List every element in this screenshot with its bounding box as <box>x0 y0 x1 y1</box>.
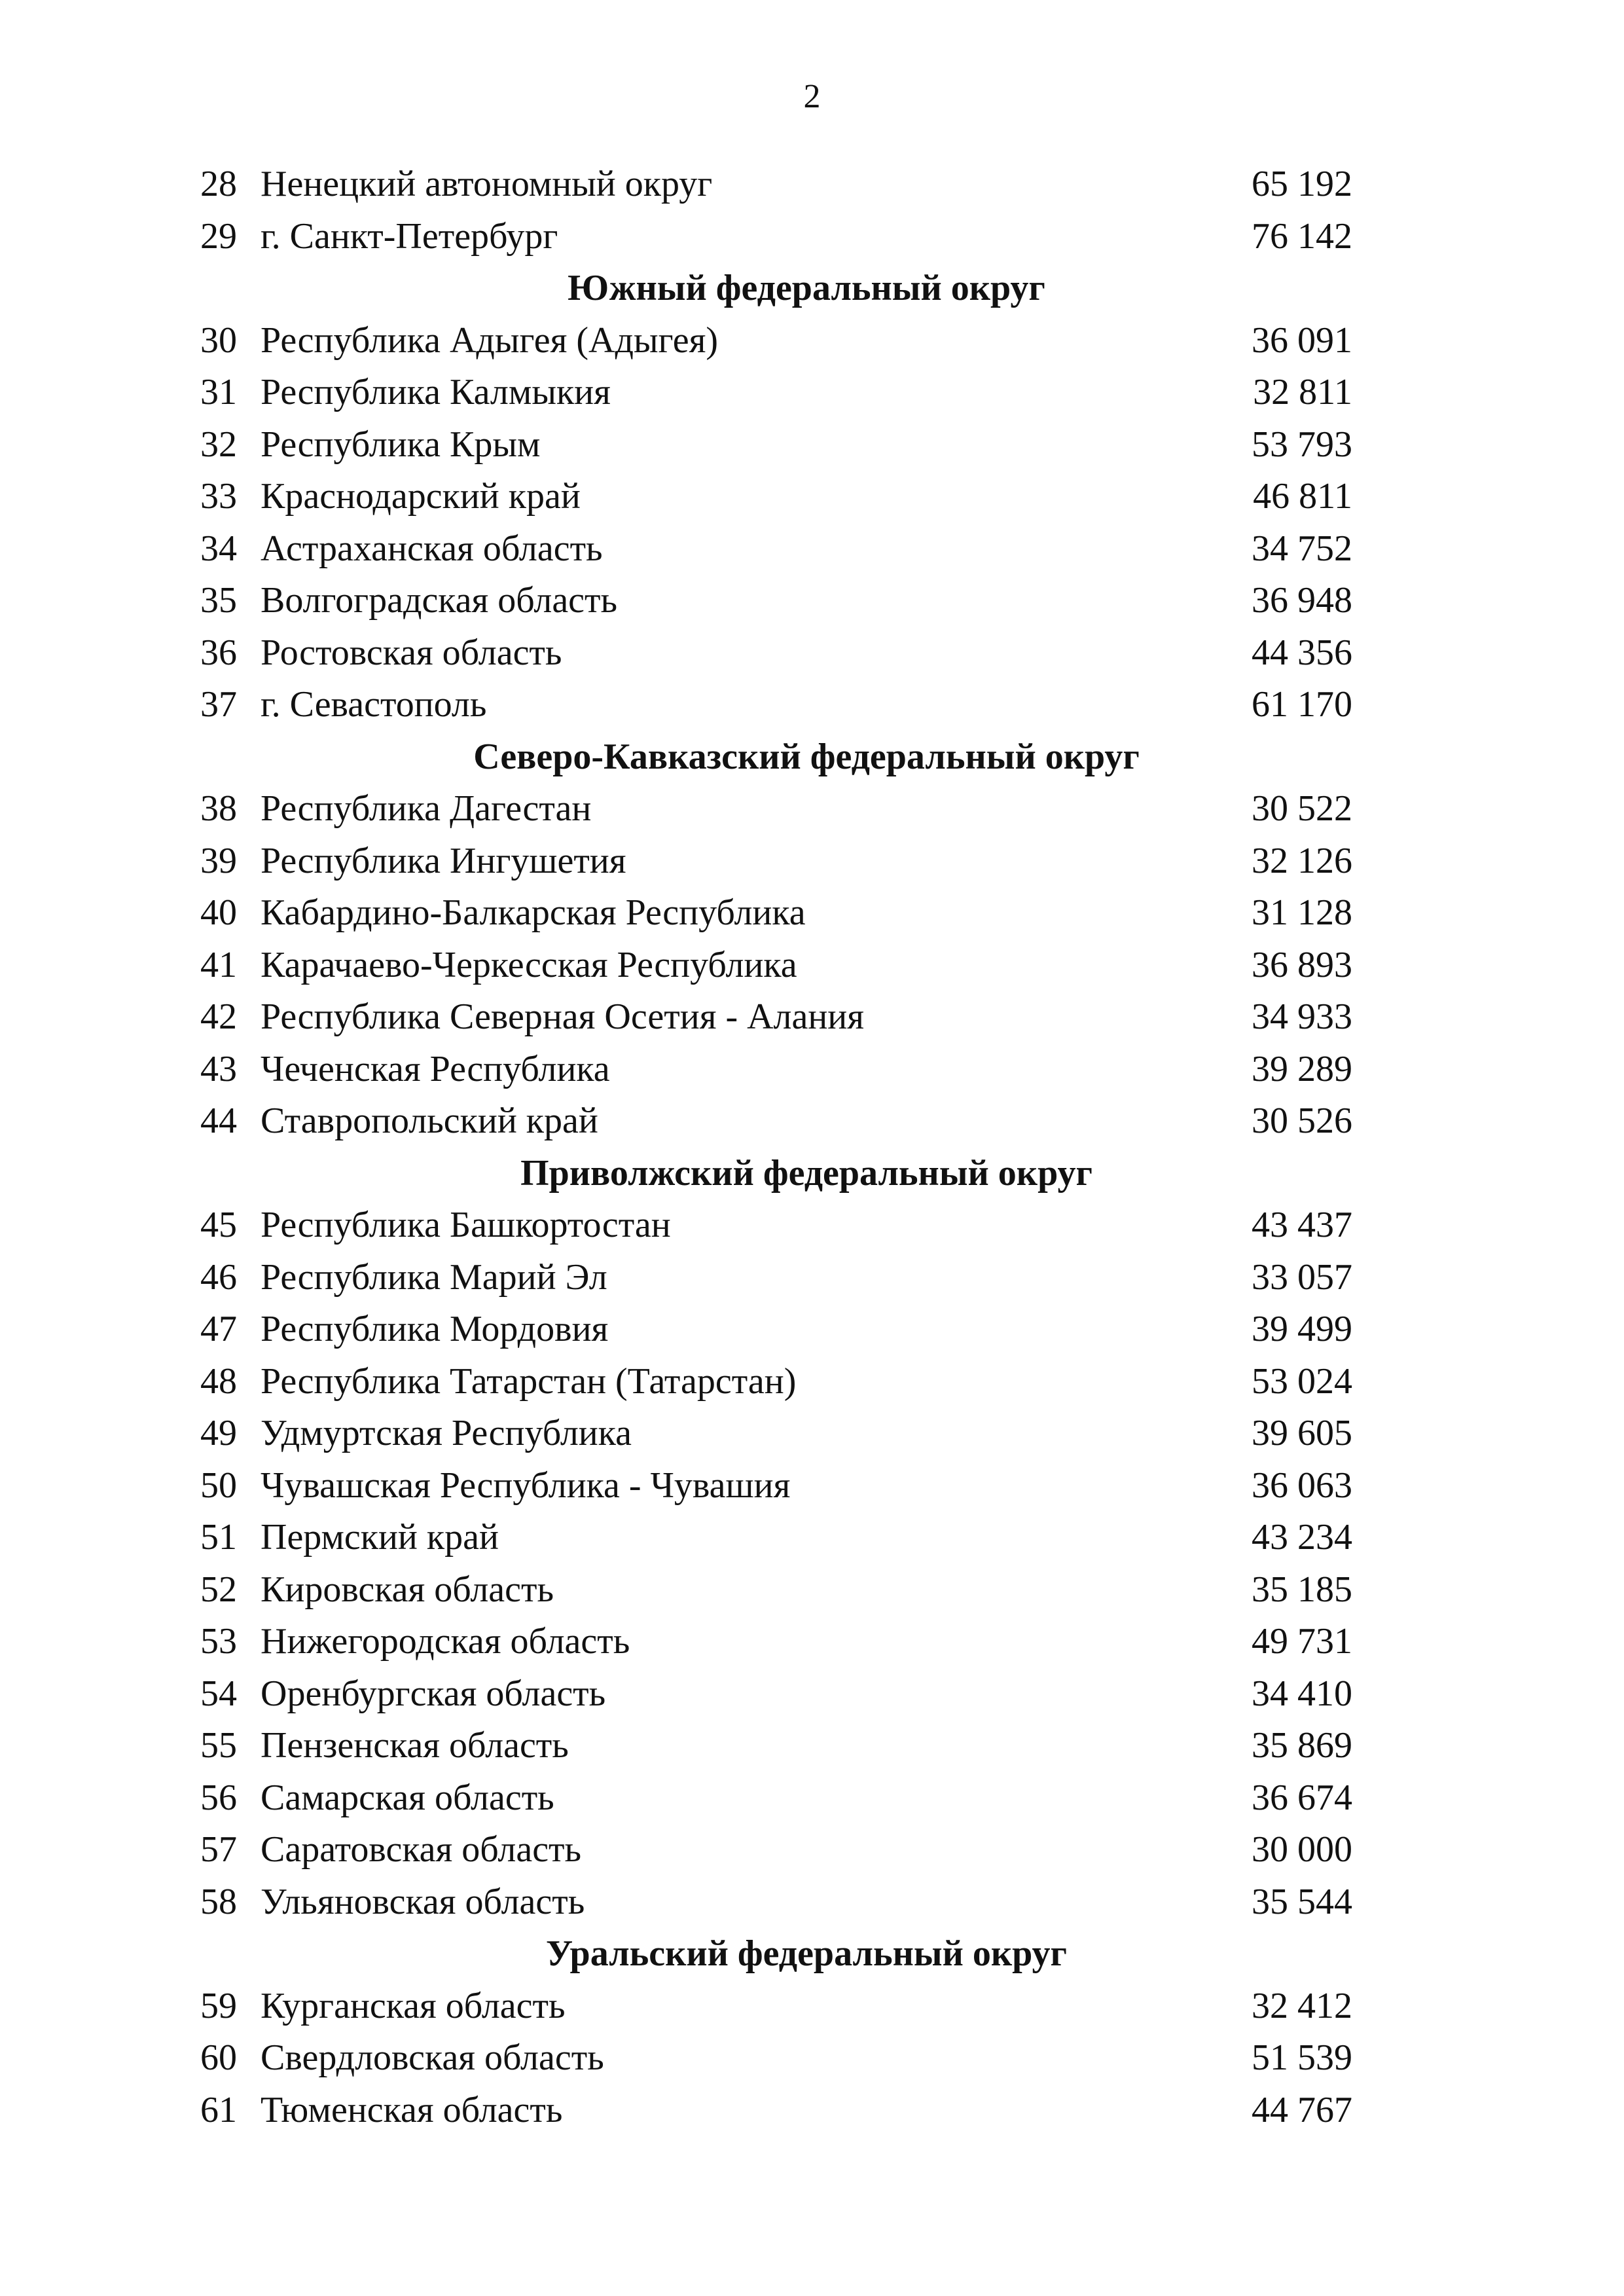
row-value: 49 731 <box>1252 1621 1352 1662</box>
table-row <box>187 1772 1352 1825</box>
row-value: 34 752 <box>1252 528 1352 569</box>
table-row <box>187 679 1352 731</box>
row-value: 51 539 <box>1252 2037 1352 2078</box>
region-name: Краснодарский край <box>261 476 581 517</box>
page-number: 2 <box>803 78 821 115</box>
table-row <box>187 1356 1352 1408</box>
row-number: 42 <box>200 996 237 1037</box>
row-value: 35 544 <box>1252 1881 1352 1922</box>
row-value: 39 289 <box>1252 1048 1352 1089</box>
row-value: 34 933 <box>1252 996 1352 1037</box>
row-number: 55 <box>200 1725 237 1766</box>
row-number: 37 <box>200 684 237 725</box>
row-number: 44 <box>200 1101 237 1141</box>
region-name: Чувашская Республика - Чувашия <box>261 1465 791 1506</box>
region-name: Республика Мордовия <box>261 1309 609 1349</box>
table-row <box>187 783 1352 835</box>
region-name: Самарская область <box>261 1777 554 1818</box>
region-name: Тюменская область <box>261 2089 563 2130</box>
table-row <box>187 887 1352 939</box>
table-row <box>187 1824 1352 1876</box>
row-value: 36 063 <box>1252 1465 1352 1506</box>
table-row <box>187 419 1352 471</box>
table-row <box>187 211 1352 263</box>
region-name: Ненецкий автономный округ <box>261 164 713 204</box>
row-number: 47 <box>200 1309 237 1349</box>
row-value: 31 128 <box>1252 892 1352 933</box>
row-number: 46 <box>200 1256 237 1298</box>
row-number: 49 <box>200 1413 237 1453</box>
row-value: 61 170 <box>1252 684 1352 725</box>
row-value: 65 192 <box>1252 164 1352 204</box>
table-row <box>187 835 1352 888</box>
region-name: Оренбургская область <box>261 1673 606 1714</box>
region-name: г. Санкт-Петербург <box>261 215 558 257</box>
row-value: 30 522 <box>1252 788 1352 829</box>
table-row <box>187 1044 1352 1096</box>
row-number: 51 <box>200 1517 237 1558</box>
region-name: Ульяновская область <box>261 1881 585 1922</box>
table-row <box>187 315 1352 367</box>
row-value: 43 234 <box>1252 1517 1352 1558</box>
row-number: 30 <box>200 319 237 361</box>
region-name: Чеченская Республика <box>261 1048 610 1089</box>
row-number: 48 <box>200 1360 237 1402</box>
table-row <box>187 939 1352 992</box>
row-number: 32 <box>200 424 237 465</box>
row-value: 35 869 <box>1252 1725 1352 1766</box>
row-value: 30 000 <box>1252 1829 1352 1870</box>
table-row <box>187 2032 1352 2085</box>
region-name: Республика Северная Осетия - Алания <box>261 996 865 1037</box>
region-name: Республика Ингушетия <box>261 840 626 881</box>
table-row <box>187 1408 1352 1460</box>
row-value: 44 356 <box>1252 632 1352 673</box>
region-name: Карачаево-Черкесская Республика <box>261 944 797 985</box>
region-name: Пензенская область <box>261 1725 569 1766</box>
table-row <box>187 1564 1352 1616</box>
section-heading: Уральский федеральный округ <box>546 1933 1067 1974</box>
row-value: 39 605 <box>1252 1413 1352 1453</box>
table-row <box>187 367 1352 419</box>
region-name: Республика Марий Эл <box>261 1256 607 1298</box>
region-name: г. Севастополь <box>261 684 487 725</box>
row-value: 34 410 <box>1252 1673 1352 1714</box>
row-number: 58 <box>200 1881 237 1922</box>
section-heading: Приволжский федеральный округ <box>520 1152 1092 1194</box>
region-name: Курганская область <box>261 1985 566 2026</box>
region-name: Астраханская область <box>261 528 603 569</box>
row-number: 60 <box>200 2037 237 2078</box>
row-number: 52 <box>200 1569 237 1610</box>
region-name: Республика Дагестан <box>261 788 592 829</box>
table-row <box>187 1876 1352 1929</box>
table-row <box>187 1199 1352 1252</box>
row-value: 32 811 <box>1253 372 1352 412</box>
row-value: 44 767 <box>1252 2089 1352 2130</box>
region-name: Саратовская область <box>261 1829 582 1870</box>
region-name: Нижегородская область <box>261 1621 630 1662</box>
table-row <box>187 1668 1352 1721</box>
row-value: 76 142 <box>1252 215 1352 257</box>
table-row <box>187 627 1352 680</box>
table-row <box>187 991 1352 1044</box>
region-name: Республика Татарстан (Татарстан) <box>261 1360 797 1402</box>
row-value: 32 412 <box>1252 1985 1352 2026</box>
row-value: 36 893 <box>1252 944 1352 985</box>
row-number: 39 <box>200 840 237 881</box>
row-number: 38 <box>200 788 237 829</box>
table-row <box>187 471 1352 523</box>
section-heading: Южный федеральный округ <box>568 268 1045 308</box>
region-name: Ставропольский край <box>261 1101 598 1141</box>
row-value: 46 811 <box>1253 476 1352 517</box>
region-name: Кабардино-Балкарская Республика <box>261 892 806 933</box>
row-number: 43 <box>200 1048 237 1089</box>
table-row <box>187 575 1352 627</box>
row-number: 28 <box>200 164 237 204</box>
region-name: Ростовская область <box>261 632 562 673</box>
row-number: 31 <box>200 372 237 412</box>
row-number: 56 <box>200 1777 237 1818</box>
row-number: 53 <box>200 1621 237 1662</box>
row-number: 41 <box>200 944 237 985</box>
row-number: 36 <box>200 632 237 673</box>
table-row <box>187 158 1352 211</box>
table-row <box>187 1095 1352 1148</box>
row-number: 35 <box>200 580 237 621</box>
region-name: Республика Калмыкия <box>261 372 611 412</box>
row-number: 57 <box>200 1829 237 1870</box>
row-value: 32 126 <box>1252 840 1352 881</box>
region-name: Республика Адыгея (Адыгея) <box>261 319 719 361</box>
row-number: 59 <box>200 1985 237 2026</box>
row-number: 45 <box>200 1205 237 1245</box>
table-row <box>187 1252 1352 1304</box>
row-value: 53 793 <box>1252 424 1352 465</box>
row-value: 36 674 <box>1252 1777 1352 1818</box>
row-number: 40 <box>200 892 237 933</box>
regions-table <box>187 158 1352 2136</box>
table-row <box>187 1980 1352 2033</box>
row-value: 30 526 <box>1252 1101 1352 1141</box>
row-value: 39 499 <box>1252 1309 1352 1349</box>
table-row <box>187 1460 1352 1512</box>
row-number: 34 <box>200 528 237 569</box>
row-number: 61 <box>200 2089 237 2130</box>
table-row <box>187 1303 1352 1356</box>
row-number: 54 <box>200 1673 237 1714</box>
region-name: Волгоградская область <box>261 580 618 621</box>
row-value: 43 437 <box>1252 1205 1352 1245</box>
table-row <box>187 1616 1352 1668</box>
region-name: Кировская область <box>261 1569 554 1610</box>
table-row <box>187 1720 1352 1772</box>
row-value: 33 057 <box>1252 1256 1352 1298</box>
region-name: Удмуртская Республика <box>261 1413 632 1453</box>
row-value: 35 185 <box>1252 1569 1352 1610</box>
region-name: Республика Крым <box>261 424 541 465</box>
region-name: Пермский край <box>261 1517 499 1558</box>
row-number: 29 <box>200 215 237 257</box>
row-value: 53 024 <box>1252 1360 1352 1402</box>
row-number: 50 <box>200 1465 237 1506</box>
row-value: 36 948 <box>1252 580 1352 621</box>
table-row <box>187 2085 1352 2137</box>
region-name: Республика Башкортостан <box>261 1205 671 1245</box>
row-value: 36 091 <box>1252 319 1352 361</box>
region-name: Свердловская область <box>261 2037 604 2078</box>
row-number: 33 <box>200 476 237 517</box>
table-row <box>187 1512 1352 1564</box>
section-heading: Северо-Кавказский федеральный округ <box>473 736 1140 777</box>
table-row <box>187 523 1352 575</box>
